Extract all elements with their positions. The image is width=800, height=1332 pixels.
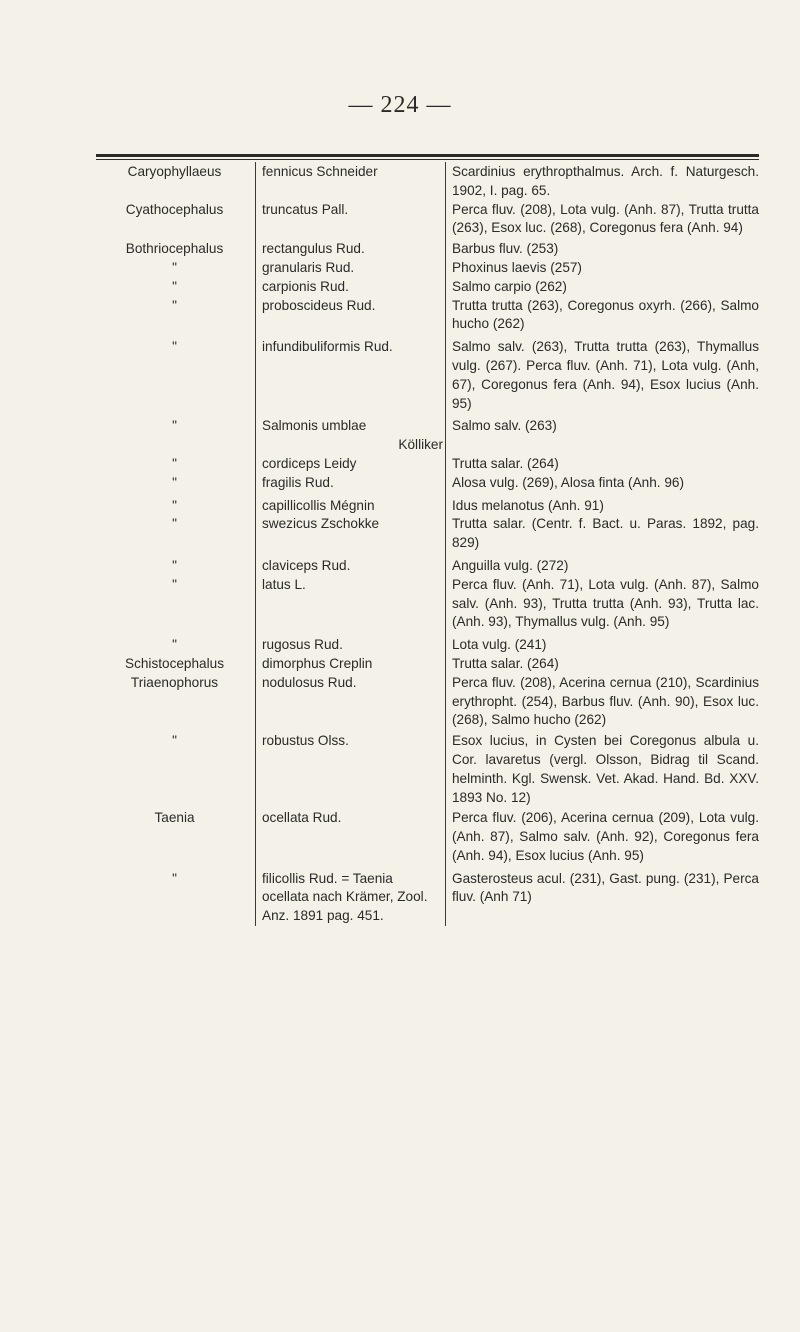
species-cell (255, 278, 445, 297)
genus-cell: " (172, 637, 177, 653)
table-row (96, 474, 759, 493)
species-name: carpionis Rud. (262, 278, 349, 294)
species-cell (255, 515, 445, 553)
table-row (96, 417, 759, 455)
species-cell (255, 655, 445, 674)
genus-cell: " (172, 870, 177, 886)
hosts-cell: Trutta salar. (Centr. f. Bact. u. Paras. 1892, pag. 829) (452, 516, 759, 551)
species-name: truncatus Pall. (262, 201, 349, 217)
table-row (96, 557, 759, 576)
table-row (96, 297, 759, 335)
species-author: Kölliker (398, 437, 443, 453)
species-name: proboscideus Rud. (262, 297, 376, 313)
species-cell (255, 201, 445, 239)
genus-cell: " (172, 259, 177, 275)
species-cell (255, 455, 445, 474)
species-name: latus L. (262, 576, 306, 592)
genus-cell: " (172, 474, 177, 490)
hosts-cell: Anguilla vulg. (272) (452, 557, 569, 573)
table-row (96, 809, 759, 865)
species-cell (255, 297, 445, 335)
species-name: granularis Rud. (262, 259, 355, 275)
species-cell (255, 870, 445, 926)
species-name: claviceps Rud. (262, 557, 351, 573)
table-row (96, 732, 759, 807)
species-cell (255, 474, 445, 493)
hosts-cell: Perca fluv. (206), Acerina cernua (209), Lota vulg. (Anh. 87), Salmo salv. (Anh. 92), Coregonus fera (Anh. 94), Esox lucius (Anh. 95) (452, 810, 759, 863)
species-cell (255, 497, 445, 516)
genus-cell: " (172, 497, 177, 513)
species-name: rectangulus Rud. (262, 241, 365, 257)
table-row (96, 201, 759, 239)
table-row (96, 455, 759, 474)
genus-cell: Schistocephalus (125, 655, 224, 671)
table-top-rule-thin (96, 159, 759, 160)
species-cell (255, 809, 445, 865)
genus-cell: " (172, 557, 177, 573)
table-row (96, 240, 759, 259)
hosts-cell: Perca fluv. (208), Lota vulg. (Anh. 87), Trutta trutta (263), Esox luc. (268), Coregonus fera (Anh. 94) (452, 201, 759, 236)
table-row (96, 515, 759, 553)
genus-cell: Caryophyllaeus (127, 164, 222, 179)
species-name: capillicollis Mégnin (262, 497, 375, 513)
species-name: dimorphus Creplin (262, 655, 373, 671)
genus-cell: Taenia (154, 810, 195, 826)
species-name: ocellata Rud. (262, 810, 342, 826)
species-name: nodulosus Rud. (262, 674, 357, 690)
species-cell (255, 636, 445, 655)
table-top-rule (96, 154, 759, 157)
hosts-cell: Idus melanotus (Anh. 91) (452, 497, 604, 513)
hosts-cell: Perca fluv. (208), Acerina cernua (210), Scardinius erythropht. (254), Barbus fluv. (Anh. 90), Esox luc. (268), Salmo hucho (262) (452, 674, 759, 728)
species-name: cordiceps Leidy (262, 455, 357, 471)
genus-cell: " (172, 576, 177, 592)
species-cell (255, 417, 445, 455)
genus-cell: " (172, 339, 177, 355)
genus-cell: Cyathocephalus (125, 201, 224, 217)
hosts-cell: Gasterosteus acul. (231), Gast. pung. (231), Perca fluv. (Anh 71) (452, 870, 759, 905)
species-name: robustus Olss. (262, 733, 349, 749)
species-name: fragilis Rud. (262, 474, 334, 490)
parasite-host-table (96, 163, 759, 926)
table-row (96, 870, 759, 926)
hosts-cell: Scardinius erythropthalmus. Arch. f. Naturgesch. 1902, I. pag. 65. (452, 164, 759, 198)
species-name: filicollis Rud. = Taenia ocellata nach Krämer, Zool. Anz. 1891 pag. 451. (262, 870, 428, 924)
hosts-cell: Lota vulg. (241) (452, 637, 547, 653)
species-cell (255, 163, 445, 201)
species-name: infundibuliformis Rud. (262, 339, 393, 355)
species-cell (255, 674, 445, 730)
species-name: rugosus Rud. (262, 637, 343, 653)
species-cell (255, 732, 445, 807)
table-row (96, 497, 759, 516)
hosts-cell: Trutta salar. (264) (452, 455, 559, 471)
table-row (96, 278, 759, 297)
table-row (96, 636, 759, 655)
hosts-cell: Salmo salv. (263), Trutta trutta (263), Thymallus vulg. (267). Perca fluv. (Anh. 71), Lota vulg. (Anh, 67), Coregonus fera (Anh. 94), Esox lucius (Anh. 95) (452, 339, 759, 411)
genus-cell: " (172, 278, 177, 294)
genus-cell: " (172, 297, 177, 313)
species-cell (255, 576, 445, 632)
genus-cell: " (172, 455, 177, 471)
table-row (96, 576, 759, 632)
species-cell (255, 259, 445, 278)
hosts-cell: Perca fluv. (Anh. 71), Lota vulg. (Anh. 87), Salmo salv. (Anh. 93), Trutta trutta (Anh. 93), Trutta lac. (Anh. 93), Thymallus vulg. (Anh. 95) (452, 576, 759, 630)
table-row (96, 655, 759, 674)
hosts-cell: Alosa vulg. (269), Alosa finta (Anh. 96) (452, 474, 684, 490)
hosts-cell: Barbus fluv. (253) (452, 241, 559, 257)
table-row (96, 674, 759, 730)
genus-cell: " (172, 733, 177, 749)
table-row (96, 338, 759, 413)
species-cell (255, 240, 445, 259)
genus-cell: Triaenophorus (130, 674, 219, 690)
species-name: fennicus Schneider (262, 164, 378, 179)
species-cell (255, 557, 445, 576)
page-number: — 224 — (348, 92, 452, 118)
genus-cell: Bothriocephalus (125, 241, 224, 257)
hosts-cell: Salmo carpio (262) (452, 278, 567, 294)
genus-cell: " (172, 418, 177, 434)
table-row (96, 259, 759, 278)
hosts-cell: Trutta salar. (264) (452, 655, 559, 671)
hosts-cell: Esox lucius, in Cysten bei Coregonus albula u. Cor. lavaretus (vergl. Olsson, Bidrag til Scand. helminth. Kgl. Swensk. Vet. Akad. Hand. Bd. XXV. 1893 No. 12) (452, 733, 759, 805)
species-name: Salmonis umblae (262, 418, 367, 434)
genus-cell: " (172, 516, 177, 532)
species-name: swezicus Zschokke (262, 516, 380, 532)
hosts-cell: Phoxinus laevis (257) (452, 259, 582, 275)
table-row (96, 163, 759, 201)
hosts-cell: Trutta trutta (263), Coregonus oxyrh. (266), Salmo hucho (262) (452, 297, 759, 332)
hosts-cell: Salmo salv. (263) (452, 418, 557, 434)
species-cell (255, 338, 445, 413)
